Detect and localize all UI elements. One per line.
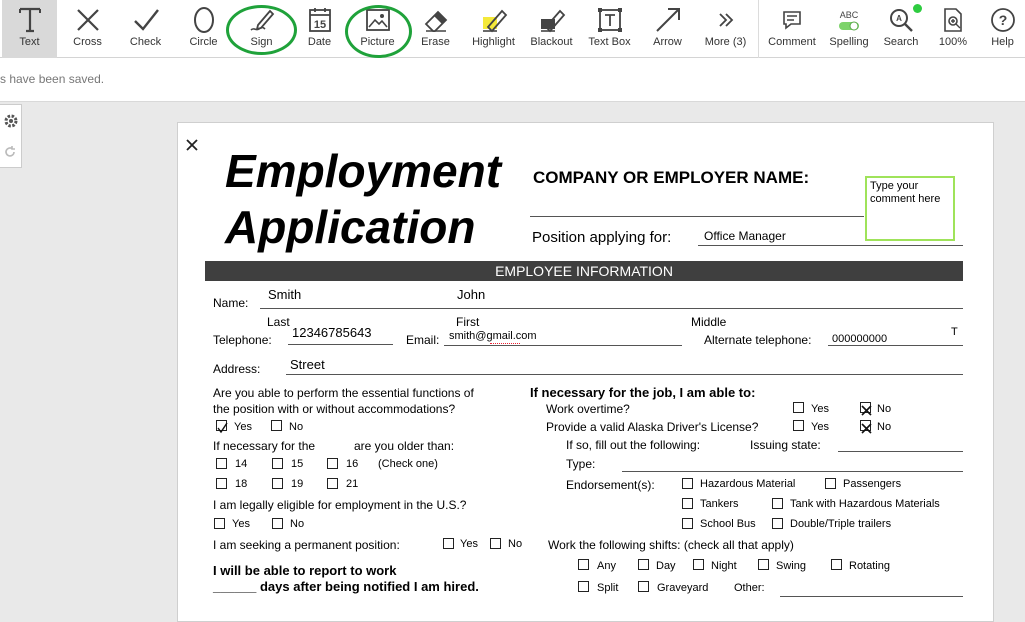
tool-blackout[interactable] <box>524 0 579 58</box>
tool-search-label: Search <box>883 36 919 48</box>
check-mark-icon <box>217 423 228 434</box>
endorse-hazmat-label: Hazardous Material <box>700 478 796 490</box>
calendar-icon <box>308 7 332 33</box>
q2-part-a: If necessary for the <box>213 439 316 453</box>
license-yes-label: Yes <box>811 421 829 433</box>
endorse-trailers-checkbox[interactable] <box>772 518 783 529</box>
license-label: Provide a valid Alaska Driver's License? <box>546 420 759 434</box>
license-no-checkbox[interactable] <box>860 420 871 431</box>
shift-day-checkbox[interactable] <box>638 559 649 570</box>
save-notice: s have been saved. <box>0 72 105 86</box>
endorsement-label: Endorsement(s): <box>566 478 655 492</box>
cross-mark-icon <box>861 405 872 416</box>
q1-yes-label: Yes <box>234 421 252 433</box>
shift-rotating-checkbox[interactable] <box>831 559 842 570</box>
tool-textbox-label: Text Box <box>588 36 631 48</box>
overtime-no-label: No <box>877 403 892 415</box>
tool-spelling[interactable] <box>822 0 876 58</box>
q4-yes-label: Yes <box>460 538 478 550</box>
shift-other-label: Other: <box>734 582 765 594</box>
section-header: EMPLOYEE INFORMATION <box>205 261 963 281</box>
shift-graveyard-label: Graveyard <box>657 582 709 594</box>
shift-split-label: Split <box>597 582 619 594</box>
position-label: Position applying for: <box>532 229 672 246</box>
comment-box[interactable]: Type your comment here <box>865 176 955 241</box>
arrow-icon <box>654 6 682 34</box>
toolbar <box>0 0 1025 58</box>
tool-more-label: More (3) <box>704 36 747 48</box>
alt-telephone-label: Alternate telephone: <box>704 333 812 347</box>
shifts-label: Work the following shifts: (check all that apply) <box>548 538 794 552</box>
last-label: Last <box>267 315 290 329</box>
endorse-trailers-label: Double/Triple trailers <box>790 518 892 530</box>
tool-help-label: Help <box>991 36 1014 48</box>
spelling-toggle-icon <box>838 20 860 32</box>
tool-comment-label: Comment <box>768 36 816 48</box>
endorse-tankers-label: Tankers <box>700 498 739 510</box>
side-panel <box>0 104 22 168</box>
tool-highlight-label: Highlight <box>472 36 515 48</box>
spelling-underline <box>490 343 520 344</box>
q2-part-b: are you older than: <box>354 439 455 453</box>
overtime-no-checkbox[interactable] <box>860 402 871 413</box>
tool-zoom[interactable] <box>928 0 978 58</box>
name-line <box>260 308 963 309</box>
q4-no-label: No <box>508 538 523 550</box>
endorse-schoolbus-checkbox[interactable] <box>682 518 693 529</box>
gear-icon[interactable] <box>3 113 19 129</box>
q3-yes-checkbox[interactable] <box>214 518 225 529</box>
document-page <box>177 122 994 622</box>
shift-swing-checkbox[interactable] <box>758 559 769 570</box>
endorse-tank-hazmat-checkbox[interactable] <box>772 498 783 509</box>
email-line <box>444 345 682 346</box>
q1-no-checkbox[interactable] <box>271 420 282 431</box>
name-label: Name: <box>213 296 249 310</box>
svg-text:?: ? <box>998 12 1007 28</box>
address-input[interactable]: Street <box>290 357 325 372</box>
shift-graveyard-checkbox[interactable] <box>638 581 649 592</box>
shift-rotating-label: Rotating <box>849 560 890 572</box>
endorse-tank-hazmat-label: Tank with Hazardous Materials <box>790 498 940 510</box>
shift-day-label: Day <box>656 560 676 572</box>
address-line <box>286 374 963 375</box>
telephone-label: Telephone: <box>213 333 272 347</box>
refresh-icon[interactable] <box>3 145 17 159</box>
age-16-checkbox[interactable] <box>327 458 338 469</box>
more-icon <box>717 11 735 29</box>
status-bar <box>0 58 1025 102</box>
q1-line1: Are you able to perform the essential functions of <box>213 386 474 400</box>
tool-circle-label: Circle <box>189 36 218 48</box>
endorse-passengers-label: Passengers <box>843 478 902 490</box>
age-15-checkbox[interactable] <box>272 458 283 469</box>
overtime-yes-checkbox[interactable] <box>793 402 804 413</box>
q3-no-label: No <box>290 518 305 530</box>
tool-check-label: Check <box>129 36 162 48</box>
q1-no-label: No <box>289 421 304 433</box>
alt-telephone-input[interactable]: 000000000 <box>832 333 888 345</box>
textbox-icon <box>597 7 623 33</box>
address-label: Address: <box>213 362 261 376</box>
if-so-label: If so, fill out the following: <box>566 438 701 452</box>
sign-highlight-circle <box>226 5 297 55</box>
endorse-schoolbus-label: School Bus <box>700 518 756 530</box>
q5-line2: ______ days after being notified I am hired. <box>213 579 479 594</box>
tool-zoom-label: 100% <box>938 36 968 48</box>
issuing-state-label: Issuing state: <box>750 438 821 452</box>
tool-text[interactable] <box>2 0 57 58</box>
age-19-label: 19 <box>291 478 304 490</box>
zoom-icon <box>942 7 964 33</box>
form-title-employment: Employment <box>225 145 502 197</box>
eraser-icon <box>422 8 450 32</box>
check-icon <box>132 7 160 33</box>
cross-mark-icon <box>861 423 872 434</box>
overtime-yes-label: Yes <box>811 403 829 415</box>
q1-yes-checkbox[interactable] <box>216 420 227 431</box>
tool-cross[interactable] <box>60 0 115 58</box>
spelling-abc-text: ABC <box>839 10 859 20</box>
calendar-day: 15 <box>313 19 326 31</box>
overtime-label: Work overtime? <box>546 402 630 416</box>
endorse-hazmat-checkbox[interactable] <box>682 478 693 489</box>
picture-highlight-circle <box>345 5 412 58</box>
form-title-application: Application <box>225 201 476 253</box>
age-16-label: 16 <box>346 458 359 470</box>
tool-date[interactable] <box>292 0 347 58</box>
q4-label: I am seeking a permanent position: <box>213 538 400 552</box>
endorse-tankers-checkbox[interactable] <box>682 498 693 509</box>
tool-more[interactable] <box>698 0 753 58</box>
tool-picture-label: Picture <box>360 36 395 48</box>
blackout-icon <box>538 7 566 33</box>
tool-spelling-label: Spelling <box>829 36 869 48</box>
shift-any-checkbox[interactable] <box>578 559 589 570</box>
type-label: Type: <box>566 457 596 471</box>
age-21-checkbox[interactable] <box>327 478 338 489</box>
tool-erase-label: Erase <box>421 36 450 48</box>
svg-text:A: A <box>896 14 902 23</box>
license-yes-checkbox[interactable] <box>793 420 804 431</box>
age-15-label: 15 <box>291 458 304 470</box>
age-19-checkbox[interactable] <box>272 478 283 489</box>
tool-blackout-label: Blackout <box>530 36 573 48</box>
tool-highlight[interactable] <box>466 0 521 58</box>
text-icon <box>17 6 43 34</box>
tool-circle[interactable] <box>176 0 231 58</box>
company-line <box>530 216 864 217</box>
tool-sign-label: Sign <box>250 36 273 48</box>
right-heading: If necessary for the job, I am able to: <box>530 385 756 400</box>
shift-swing-label: Swing <box>776 560 806 572</box>
alt-telephone-line <box>828 345 963 346</box>
tool-date-label: Date <box>307 36 332 48</box>
tool-help[interactable] <box>980 0 1025 58</box>
q3-no-checkbox[interactable] <box>272 518 283 529</box>
telephone-line <box>288 344 393 345</box>
age-18-checkbox[interactable] <box>216 478 227 489</box>
check-one-label: (Check one) <box>378 458 438 470</box>
toolbar-separator <box>758 0 759 58</box>
position-line <box>698 245 963 246</box>
issuing-state-line <box>838 451 963 452</box>
first-label: First <box>456 315 480 329</box>
tool-arrow[interactable] <box>640 0 695 58</box>
middle-label: Middle <box>691 315 727 329</box>
position-input[interactable]: Office Manager <box>704 229 786 243</box>
age-14-label: 14 <box>235 458 248 470</box>
tool-cross-label: Cross <box>73 36 102 48</box>
q4-yes-checkbox[interactable] <box>443 538 454 549</box>
trailing-char: T <box>951 326 958 338</box>
q1-line2: the position with or without accommodations? <box>213 402 456 416</box>
tool-textbox[interactable] <box>582 0 637 58</box>
shift-any-label: Any <box>597 560 616 572</box>
tool-arrow-label: Arrow <box>653 36 682 48</box>
email-input[interactable]: smith@gmail.com <box>449 330 537 342</box>
first-name-input[interactable]: John <box>457 287 486 302</box>
license-no-label: No <box>877 421 892 433</box>
help-icon <box>990 7 1016 33</box>
telephone-input[interactable]: 12346785643 <box>292 325 372 340</box>
age-18-label: 18 <box>235 478 248 490</box>
close-icon[interactable] <box>185 138 199 152</box>
shift-split-checkbox[interactable] <box>578 581 589 592</box>
q4-no-checkbox[interactable] <box>490 538 501 549</box>
tool-text-label: Text <box>19 36 40 48</box>
circle-icon <box>192 6 216 34</box>
cross-icon <box>75 7 101 33</box>
type-line <box>622 471 963 472</box>
shift-night-checkbox[interactable] <box>693 559 704 570</box>
shift-night-label: Night <box>711 560 737 572</box>
status-dot-icon <box>913 4 922 13</box>
q5-line1: I will be able to report to work <box>213 563 397 578</box>
q3-yes-label: Yes <box>232 518 250 530</box>
q3-label: I am legally eligible for employment in the U.S.? <box>213 498 467 512</box>
tool-erase[interactable] <box>408 0 463 58</box>
age-14-checkbox[interactable] <box>216 458 227 469</box>
shift-other-line <box>780 596 963 597</box>
search-icon <box>888 7 914 33</box>
comment-icon <box>781 9 803 31</box>
tool-comment[interactable] <box>762 0 822 58</box>
endorse-passengers-checkbox[interactable] <box>825 478 836 489</box>
tool-check[interactable] <box>118 0 173 58</box>
highlighter-icon <box>480 7 508 33</box>
email-label: Email: <box>406 333 440 347</box>
age-21-label: 21 <box>346 478 359 490</box>
company-label: COMPANY OR EMPLOYER NAME: <box>533 168 810 187</box>
last-name-input[interactable]: Smith <box>268 287 302 302</box>
